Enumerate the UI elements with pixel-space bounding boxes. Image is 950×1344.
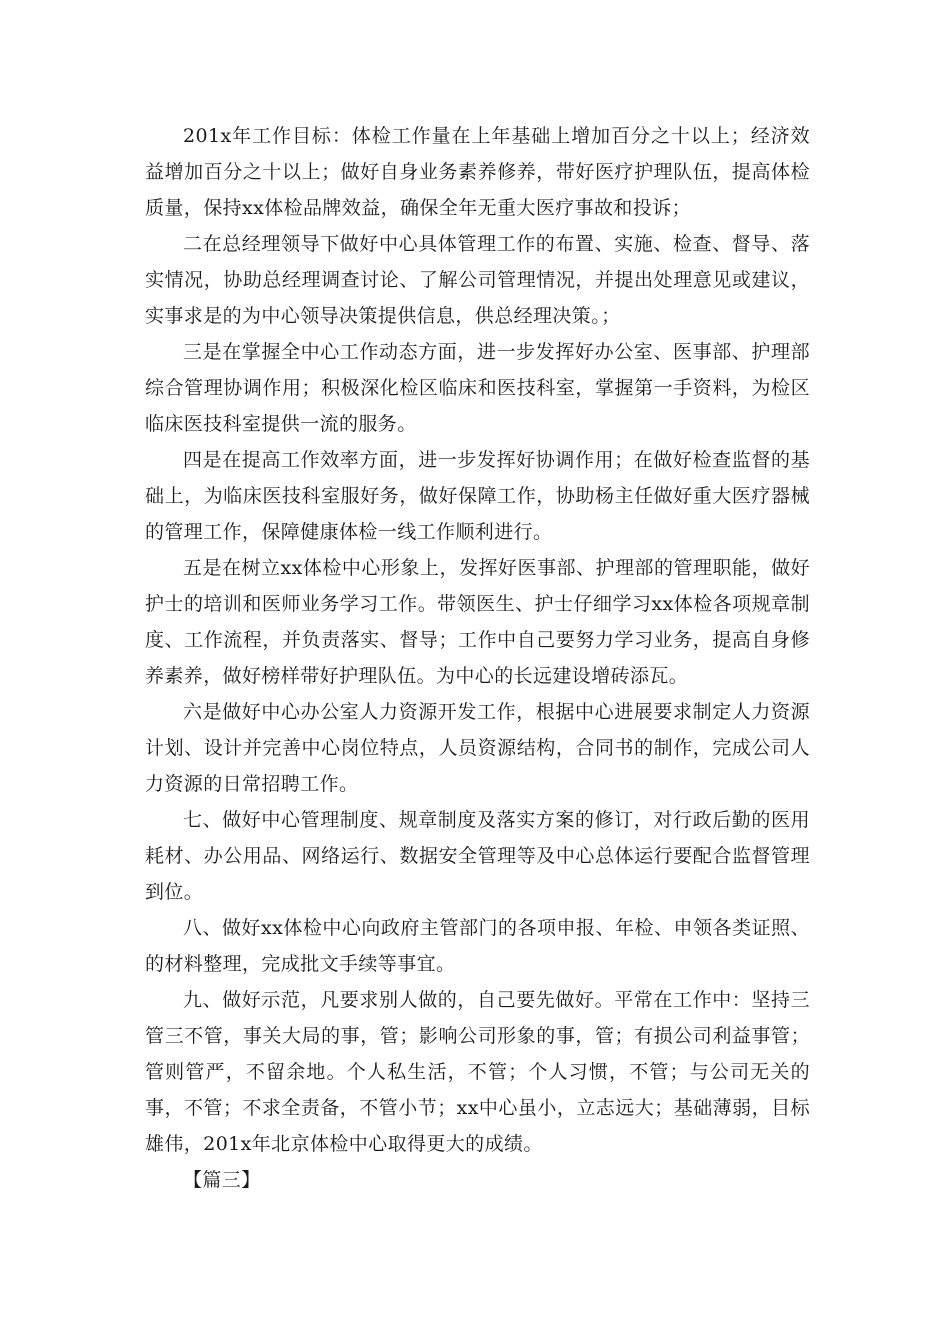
paragraph-work-goals: 201x年工作目标：体检工作量在上年基础上增加百分之十以上；经济效益增加百分之十以上；做好自身业务素养修养，带好医疗护理队伍，提高体检质量，保持xx体检品牌效益，确保全年无重大医疗事故和投诉；	[145, 125, 810, 219]
paragraph-item-3: 三是在掌握全中心工作动态方面，进一步发挥好办公室、医事部、护理部综合管理协调作用；积极深化检区临床和医技科室，掌握第一手资料，为检区临床医技科室提供一流的服务。	[145, 341, 810, 435]
paragraph-item-6: 六是做好中心办公室人力资源开发工作，根据中心进展要求制定人力资源计划、设计并完善中心岗位特点，人员资源结构，合同书的制作，完成公司人力资源的日常招聘工作。	[145, 701, 810, 795]
paragraph-item-2: 二在总经理领导下做好中心具体管理工作的布置、实施、检查、督导、落实情况，协助总经理调查讨论、了解公司管理情况，并提出处理意见或建议，实事求是的为中心领导决策提供信息，供总经理决策。；	[145, 233, 810, 327]
paragraph-item-7: 七、做好中心管理制度、规章制度及落实方案的修订，对行政后勤的医用耗材、办公用品、网络运行、数据安全管理等及中心总体运行要配合监督管理到位。	[145, 809, 810, 903]
section-heading: 【篇三】	[183, 1169, 261, 1191]
paragraph-item-8: 八、做好xx体检中心向政府主管部门的各项申报、年检、申领各类证照、的材料整理，完成批文手续等事宜。	[145, 917, 810, 975]
paragraph-item-5: 五是在树立xx体检中心形象上，发挥好医事部、护理部的管理职能，做好护士的培训和医师业务学习工作。带领医生、护士仔细学习xx体检各项规章制度、工作流程，并负责落实、督导；工作中自己要努力学习业务，提高自身修养素养，做好榜样带好护理队伍。为中心的长远建设增砖添瓦。	[145, 557, 810, 687]
document-body	[145, 118, 810, 1198]
paragraph-item-9: 九、做好示范，凡要求别人做的，自己要先做好。平常在工作中：坚持三管三不管，事关大局的事，管；影响公司形象的事，管；有损公司利益事管；管则管严，不留余地。个人私生活，不管；个人习惯，不管；与公司无关的事，不管；不求全责备，不管小节；xx中心虽小，立志远大；基础薄弱，目标雄伟，201x年北京体检中心取得更大的成绩。	[145, 989, 810, 1155]
paragraph-item-4: 四是在提高工作效率方面，进一步发挥好协调作用；在做好检查监督的基础上，为临床医技科室服好务，做好保障工作，协助杨主任做好重大医疗器械的管理工作，保障健康体检一线工作顺利进行。	[145, 449, 810, 543]
